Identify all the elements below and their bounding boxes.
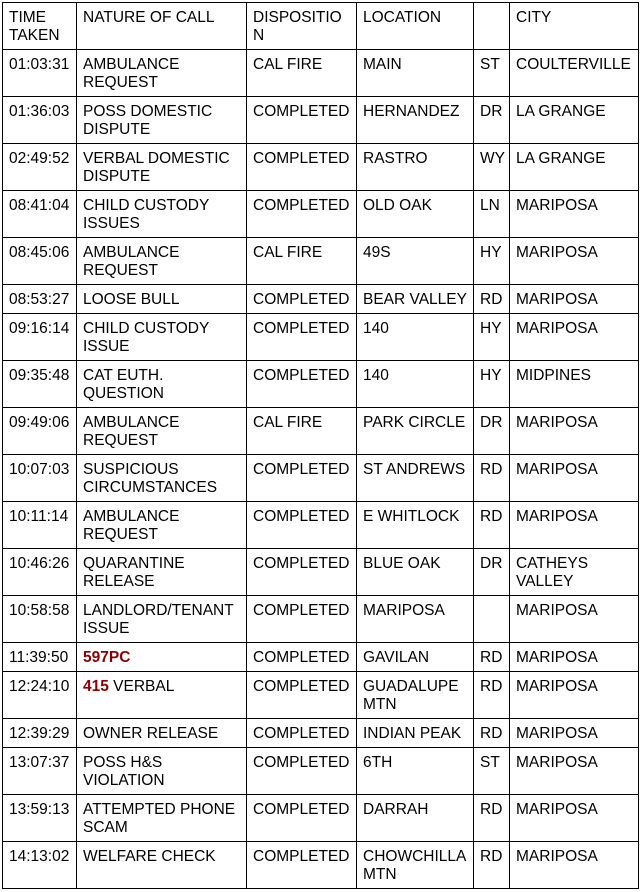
cell-disposition: COMPLETED bbox=[247, 549, 357, 596]
call-nature: LOOSE BULL bbox=[83, 291, 180, 308]
cell-disposition: COMPLETED bbox=[247, 144, 357, 191]
header-time: TIME TAKEN bbox=[3, 3, 77, 50]
table-row bbox=[3, 748, 639, 795]
cell-city: MARIPOSA bbox=[510, 672, 639, 719]
cell-suffix: DR bbox=[474, 549, 510, 596]
table-row bbox=[3, 238, 639, 285]
cell-disposition: COMPLETED bbox=[247, 314, 357, 361]
cell-time: 10:46:26 bbox=[3, 549, 77, 596]
table-row bbox=[3, 502, 639, 549]
call-log-table bbox=[2, 2, 639, 889]
call-code: 415 bbox=[83, 678, 109, 695]
cell-nature bbox=[77, 314, 247, 361]
cell-city: MARIPOSA bbox=[510, 842, 639, 889]
cell-disposition: COMPLETED bbox=[247, 842, 357, 889]
table-row bbox=[3, 50, 639, 97]
cell-time: 09:49:06 bbox=[3, 408, 77, 455]
cell-nature bbox=[77, 502, 247, 549]
cell-city: MARIPOSA bbox=[510, 719, 639, 748]
cell-time: 01:03:31 bbox=[3, 50, 77, 97]
cell-city: MARIPOSA bbox=[510, 643, 639, 672]
cell-suffix: RD bbox=[474, 285, 510, 314]
cell-suffix: RD bbox=[474, 719, 510, 748]
table-row bbox=[3, 97, 639, 144]
call-nature: CHILD CUSTODY ISSUES bbox=[83, 197, 214, 232]
cell-city: LA GRANGE bbox=[510, 144, 639, 191]
cell-disposition: COMPLETED bbox=[247, 455, 357, 502]
cell-location: MAIN bbox=[357, 50, 474, 97]
cell-nature bbox=[77, 285, 247, 314]
cell-city: MARIPOSA bbox=[510, 408, 639, 455]
cell-nature bbox=[77, 643, 247, 672]
call-nature: AMBULANCE REQUEST bbox=[83, 56, 184, 91]
table-row bbox=[3, 285, 639, 314]
call-nature: OWNER RELEASE bbox=[83, 725, 219, 742]
cell-city: MARIPOSA bbox=[510, 238, 639, 285]
cell-suffix: HY bbox=[474, 361, 510, 408]
cell-time: 10:07:03 bbox=[3, 455, 77, 502]
cell-location: HERNANDEZ bbox=[357, 97, 474, 144]
cell-nature bbox=[77, 361, 247, 408]
cell-time: 01:36:03 bbox=[3, 97, 77, 144]
table-row bbox=[3, 795, 639, 842]
cell-disposition: COMPLETED bbox=[247, 748, 357, 795]
cell-time: 09:16:14 bbox=[3, 314, 77, 361]
table-row bbox=[3, 549, 639, 596]
cell-suffix: RD bbox=[474, 672, 510, 719]
cell-nature bbox=[77, 455, 247, 502]
cell-nature bbox=[77, 672, 247, 719]
cell-disposition: COMPLETED bbox=[247, 97, 357, 144]
call-nature: POSS DOMESTIC DISPUTE bbox=[83, 103, 217, 138]
cell-city: MARIPOSA bbox=[510, 795, 639, 842]
header-city: CITY bbox=[510, 3, 639, 50]
call-nature: LANDLORD/TENANT ISSUE bbox=[83, 602, 238, 637]
table-row bbox=[3, 672, 639, 719]
cell-nature bbox=[77, 144, 247, 191]
cell-suffix: RD bbox=[474, 842, 510, 889]
cell-location: OLD OAK bbox=[357, 191, 474, 238]
cell-nature bbox=[77, 719, 247, 748]
table-row bbox=[3, 191, 639, 238]
call-nature: QUARANTINE RELEASE bbox=[83, 555, 189, 590]
header-suffix bbox=[474, 3, 510, 50]
call-nature: AMBULANCE REQUEST bbox=[83, 244, 184, 279]
cell-disposition: COMPLETED bbox=[247, 596, 357, 643]
cell-time: 11:39:50 bbox=[3, 643, 77, 672]
cell-disposition: COMPLETED bbox=[247, 672, 357, 719]
table-row bbox=[3, 596, 639, 643]
cell-location: 49S bbox=[357, 238, 474, 285]
call-nature: VERBAL bbox=[108, 678, 175, 695]
cell-city: CATHEYS VALLEY bbox=[510, 549, 639, 596]
cell-time: 02:49:52 bbox=[3, 144, 77, 191]
cell-location: INDIAN PEAK bbox=[357, 719, 474, 748]
call-nature: AMBULANCE REQUEST bbox=[83, 508, 184, 543]
cell-suffix: WY bbox=[474, 144, 510, 191]
cell-nature bbox=[77, 596, 247, 643]
cell-time: 08:45:06 bbox=[3, 238, 77, 285]
cell-location: CHOWCHILLA MTN bbox=[357, 842, 474, 889]
cell-location: MARIPOSA bbox=[357, 596, 474, 643]
cell-city: LA GRANGE bbox=[510, 97, 639, 144]
cell-location: DARRAH bbox=[357, 795, 474, 842]
table-row bbox=[3, 842, 639, 889]
cell-location: BLUE OAK bbox=[357, 549, 474, 596]
cell-location: GUADALUPE MTN bbox=[357, 672, 474, 719]
cell-time: 08:53:27 bbox=[3, 285, 77, 314]
cell-time: 10:58:58 bbox=[3, 596, 77, 643]
cell-location: PARK CIRCLE bbox=[357, 408, 474, 455]
cell-suffix: LN bbox=[474, 191, 510, 238]
call-code: 597PC bbox=[83, 649, 131, 666]
cell-time: 12:39:29 bbox=[3, 719, 77, 748]
header-disposition: DISPOSITION bbox=[247, 3, 357, 50]
call-nature: POSS H&S VIOLATION bbox=[83, 754, 167, 789]
cell-nature bbox=[77, 97, 247, 144]
cell-city: MARIPOSA bbox=[510, 596, 639, 643]
call-nature: SUSPICIOUS CIRCUMSTANCES bbox=[83, 461, 218, 496]
cell-city: COULTERVILLE bbox=[510, 50, 639, 97]
cell-location: E WHITLOCK bbox=[357, 502, 474, 549]
cell-time: 13:07:37 bbox=[3, 748, 77, 795]
cell-nature bbox=[77, 191, 247, 238]
header-row bbox=[3, 3, 639, 50]
cell-suffix: ST bbox=[474, 748, 510, 795]
cell-location: GAVILAN bbox=[357, 643, 474, 672]
header-nature: NATURE OF CALL bbox=[77, 3, 247, 50]
cell-suffix bbox=[474, 596, 510, 643]
cell-location: BEAR VALLEY bbox=[357, 285, 474, 314]
cell-nature bbox=[77, 549, 247, 596]
cell-disposition: CAL FIRE bbox=[247, 408, 357, 455]
cell-nature bbox=[77, 238, 247, 285]
cell-disposition: COMPLETED bbox=[247, 719, 357, 748]
table-row bbox=[3, 361, 639, 408]
table-row bbox=[3, 408, 639, 455]
cell-suffix: HY bbox=[474, 238, 510, 285]
table-row bbox=[3, 314, 639, 361]
cell-time: 08:41:04 bbox=[3, 191, 77, 238]
cell-location: ST ANDREWS bbox=[357, 455, 474, 502]
cell-time: 10:11:14 bbox=[3, 502, 77, 549]
table-row bbox=[3, 643, 639, 672]
cell-time: 13:59:13 bbox=[3, 795, 77, 842]
cell-city: MARIPOSA bbox=[510, 502, 639, 549]
cell-time: 14:13:02 bbox=[3, 842, 77, 889]
call-nature: WELFARE CHECK bbox=[83, 848, 216, 865]
cell-city: MARIPOSA bbox=[510, 748, 639, 795]
cell-location: 140 bbox=[357, 314, 474, 361]
cell-disposition: CAL FIRE bbox=[247, 50, 357, 97]
table-row bbox=[3, 719, 639, 748]
cell-suffix: RD bbox=[474, 643, 510, 672]
cell-disposition: COMPLETED bbox=[247, 285, 357, 314]
cell-suffix: DR bbox=[474, 408, 510, 455]
call-nature: AMBULANCE REQUEST bbox=[83, 414, 184, 449]
call-nature: CAT EUTH. QUESTION bbox=[83, 367, 168, 402]
cell-time: 09:35:48 bbox=[3, 361, 77, 408]
call-nature: ATTEMPTED PHONE SCAM bbox=[83, 801, 240, 836]
call-nature: VERBAL DOMESTIC DISPUTE bbox=[83, 150, 235, 185]
header-location: LOCATION bbox=[357, 3, 474, 50]
cell-city: MARIPOSA bbox=[510, 285, 639, 314]
cell-location: RASTRO bbox=[357, 144, 474, 191]
call-nature: CHILD CUSTODY ISSUE bbox=[83, 320, 214, 355]
cell-nature bbox=[77, 842, 247, 889]
cell-suffix: HY bbox=[474, 314, 510, 361]
cell-suffix: ST bbox=[474, 50, 510, 97]
cell-disposition: CAL FIRE bbox=[247, 238, 357, 285]
cell-city: MIDPINES bbox=[510, 361, 639, 408]
cell-city: MARIPOSA bbox=[510, 191, 639, 238]
cell-suffix: RD bbox=[474, 795, 510, 842]
cell-disposition: COMPLETED bbox=[247, 361, 357, 408]
cell-city: MARIPOSA bbox=[510, 314, 639, 361]
cell-disposition: COMPLETED bbox=[247, 191, 357, 238]
cell-nature bbox=[77, 408, 247, 455]
cell-nature bbox=[77, 748, 247, 795]
cell-location: 140 bbox=[357, 361, 474, 408]
cell-city: MARIPOSA bbox=[510, 455, 639, 502]
table-row bbox=[3, 455, 639, 502]
table-row bbox=[3, 144, 639, 191]
cell-suffix: DR bbox=[474, 97, 510, 144]
cell-disposition: COMPLETED bbox=[247, 795, 357, 842]
cell-disposition: COMPLETED bbox=[247, 643, 357, 672]
cell-suffix: RD bbox=[474, 455, 510, 502]
cell-disposition: COMPLETED bbox=[247, 502, 357, 549]
cell-time: 12:24:10 bbox=[3, 672, 77, 719]
cell-suffix: RD bbox=[474, 502, 510, 549]
cell-nature bbox=[77, 795, 247, 842]
cell-nature bbox=[77, 50, 247, 97]
cell-location: 6TH bbox=[357, 748, 474, 795]
